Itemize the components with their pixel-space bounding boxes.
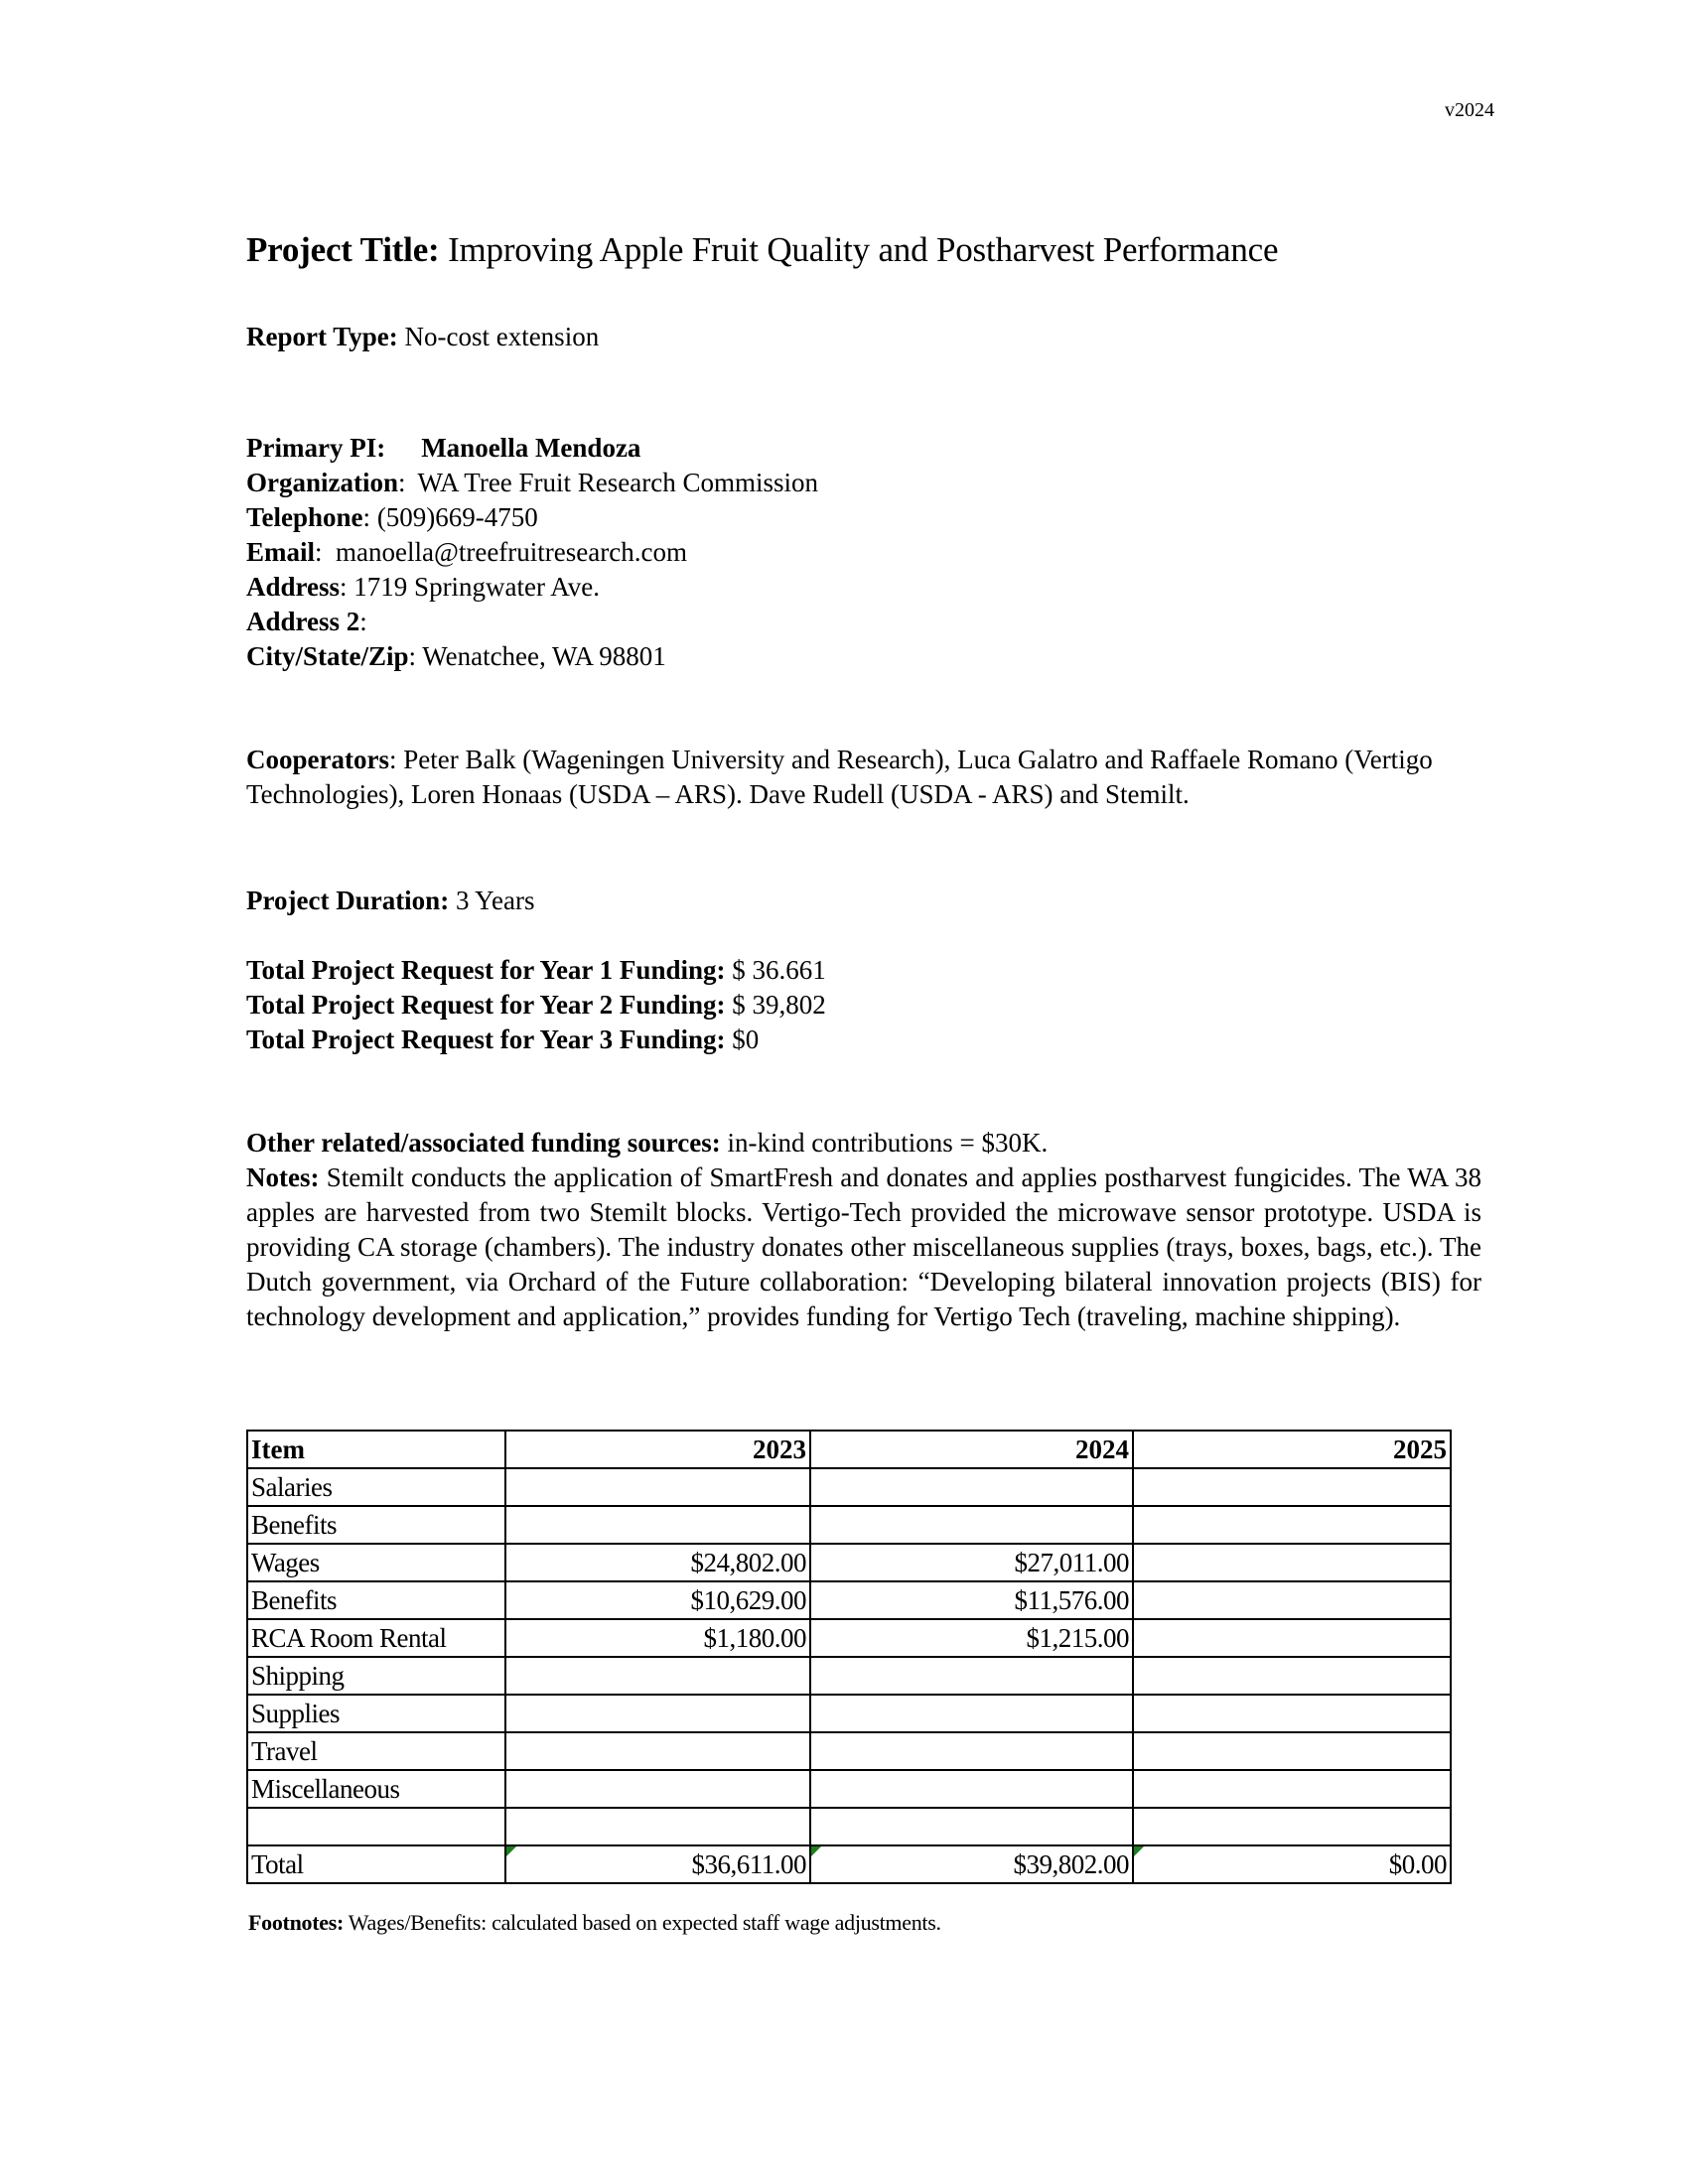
report-type-label: Report Type: [246,322,398,351]
other-funding-value: in-kind contributions = $30K. [727,1128,1049,1158]
other-funding-label: Other related/associated funding sources: [246,1128,721,1158]
row-item: Wages [247,1544,505,1581]
row-2025 [1133,1732,1451,1770]
total-2023-value: $36,611.00 [691,1849,806,1879]
organization-label: Organization [246,468,398,497]
funding-requests [246,953,826,1057]
funding-year-2-value: $ 39,802 [732,990,826,1020]
address-row: Address: 1719 Springwater Ave. [246,572,601,602]
row-2023 [505,1695,810,1732]
address2-label: Address 2 [246,607,360,636]
project-title-value: Improving Apple Fruit Quality and Postharvest Performance [448,230,1279,269]
project-title [246,230,1278,270]
footnote-label: Footnotes: [248,1910,344,1935]
funding-year-3-label: Total Project Request for Year 3 Funding: [246,1024,726,1054]
report-type [246,320,599,354]
row-2025 [1133,1468,1451,1506]
row-2025 [1133,1770,1451,1808]
row-item: Benefits [247,1506,505,1544]
row-2024: $1,215.00 [810,1619,1133,1657]
row-2023 [505,1770,810,1808]
row-2025 [1133,1695,1451,1732]
row-item: Supplies [247,1695,505,1732]
other-funding-section [246,1126,1481,1334]
row-2023 [505,1657,810,1695]
address-label: Address [246,572,341,602]
row-item [247,1808,505,1845]
other-funding [246,1126,1481,1160]
row-item: Miscellaneous [247,1770,505,1808]
row-2023: $24,802.00 [505,1544,810,1581]
row-item: Travel [247,1732,505,1770]
formula-flag-icon [811,1846,821,1856]
row-2023 [505,1808,810,1845]
row-2023 [505,1468,810,1506]
cooperators-label: Cooperators [246,745,389,774]
header-2024: 2024 [810,1431,1133,1468]
row-2024 [810,1808,1133,1845]
contact-block [246,431,818,674]
total-2024 [810,1845,1133,1883]
funding-year-3-value: $0 [732,1024,760,1054]
header-2023: 2023 [505,1431,810,1468]
duration-label: Project Duration: [246,886,450,915]
footnote-text: Wages/Benefits: calculated based on expected staff wage adjustments. [348,1910,941,1935]
primary-pi-name: Manoella Mendoza [421,433,641,463]
cooperators: Cooperators: Peter Balk (Wageningen University and Research), Luca Galatro and Raffaele Romano (Vertigo Technologies), Loren Honaas (USDA – ARS). Dave Rudell (USDA - ARS) and Stemilt. [246,745,1433,809]
telephone-label: Telephone [246,502,363,532]
table-row [247,1732,1451,1770]
row-2024 [810,1657,1133,1695]
table-row [247,1695,1451,1732]
table-row [247,1544,1451,1581]
row-2023 [505,1732,810,1770]
notes-label: Notes: [246,1162,320,1192]
email-value[interactable]: manoella@treefruitresearch.com [336,537,687,567]
city-state-zip-label: City/State/Zip [246,641,409,671]
report-type-value: No-cost extension [404,322,600,351]
table-row [247,1468,1451,1506]
total-2025-value: $0.00 [1388,1849,1447,1879]
row-2023: $10,629.00 [505,1581,810,1619]
table-row [247,1808,1451,1845]
row-item: Benefits [247,1581,505,1619]
row-2024 [810,1770,1133,1808]
row-item: RCA Room Rental [247,1619,505,1657]
total-2025 [1133,1845,1451,1883]
funding-year-1-label: Total Project Request for Year 1 Funding: [246,955,726,985]
primary-pi-label: Primary PI: [246,433,386,463]
row-2024 [810,1732,1133,1770]
table-row [247,1770,1451,1808]
table-row [247,1506,1451,1544]
total-label: Total [247,1845,505,1883]
row-2025 [1133,1619,1451,1657]
header-2025: 2025 [1133,1431,1451,1468]
row-item: Salaries [247,1468,505,1506]
row-2024 [810,1506,1133,1544]
row-2023 [505,1506,810,1544]
budget-header-row [247,1431,1451,1468]
city-state-zip-row: City/State/Zip: Wenatchee, WA 98801 [246,641,666,671]
city-state-zip-value: Wenatchee, WA 98801 [422,641,666,671]
row-2025 [1133,1808,1451,1845]
budget-table [246,1430,1452,1884]
cooperators-text: Peter Balk (Wageningen University and Research), Luca Galatro and Raffaele Romano (Vertigo Technologies), Loren Honaas (USDA – ARS). Dave Rudell (USDA - ARS) and Stemilt. [246,745,1433,809]
duration-value: 3 Years [455,886,535,915]
header-item: Item [247,1431,505,1468]
organization-row: Organization: WA Tree Fruit Research Commission [246,468,819,497]
funding-year-1 [246,953,826,988]
total-2024-value: $39,802.00 [1013,1849,1129,1879]
row-2025 [1133,1657,1451,1695]
total-row [247,1845,1451,1883]
address-value: 1719 Springwater Ave. [353,572,601,602]
email-label: Email [246,537,316,567]
row-item: Shipping [247,1657,505,1695]
row-2024: $27,011.00 [810,1544,1133,1581]
notes-text: Stemilt conducts the application of SmartFresh and donates and applies postharvest fungicides. The WA 38 apples are harvested from two Stemilt blocks. Vertigo-Tech provided the microwave sensor prototype. USDA is providing CA storage (chambers). The industry donates other miscellaneous supplies (trays, boxes, bags, etc.). The Dutch government, via Orchard of the Future collaboration: “Developing bilateral innovation projects (BIS) for technology development and application,” provides funding for Vertigo Tech (traveling, machine shipping). [246,1162,1481,1331]
organization-value: WA Tree Fruit Research Commission [417,468,819,497]
project-duration [246,884,534,918]
row-2024 [810,1468,1133,1506]
row-2025 [1133,1544,1451,1581]
funding-year-3 [246,1023,826,1057]
funding-year-1-value: $ 36.661 [732,955,826,985]
formula-flag-icon [1134,1846,1144,1856]
table-row [247,1619,1451,1657]
funding-year-2-label: Total Project Request for Year 2 Funding: [246,990,726,1020]
footnote [248,1910,941,1936]
address2-row: Address 2: [246,607,367,636]
row-2023: $1,180.00 [505,1619,810,1657]
total-2023 [505,1845,810,1883]
telephone-value: (509)669-4750 [376,502,538,532]
version-label: v2024 [1445,99,1494,121]
formula-flag-icon [506,1846,516,1856]
row-2025 [1133,1581,1451,1619]
row-2025 [1133,1506,1451,1544]
telephone-row: Telephone: (509)669-4750 [246,502,538,532]
project-title-label: Project Title: [246,230,440,269]
table-row [247,1657,1451,1695]
primary-pi-row [246,431,818,466]
funding-year-2 [246,988,826,1023]
row-2024: $11,576.00 [810,1581,1133,1619]
email-row: Email: manoella@treefruitresearch.com [246,537,687,567]
notes [246,1160,1481,1334]
row-2024 [810,1695,1133,1732]
table-row [247,1581,1451,1619]
